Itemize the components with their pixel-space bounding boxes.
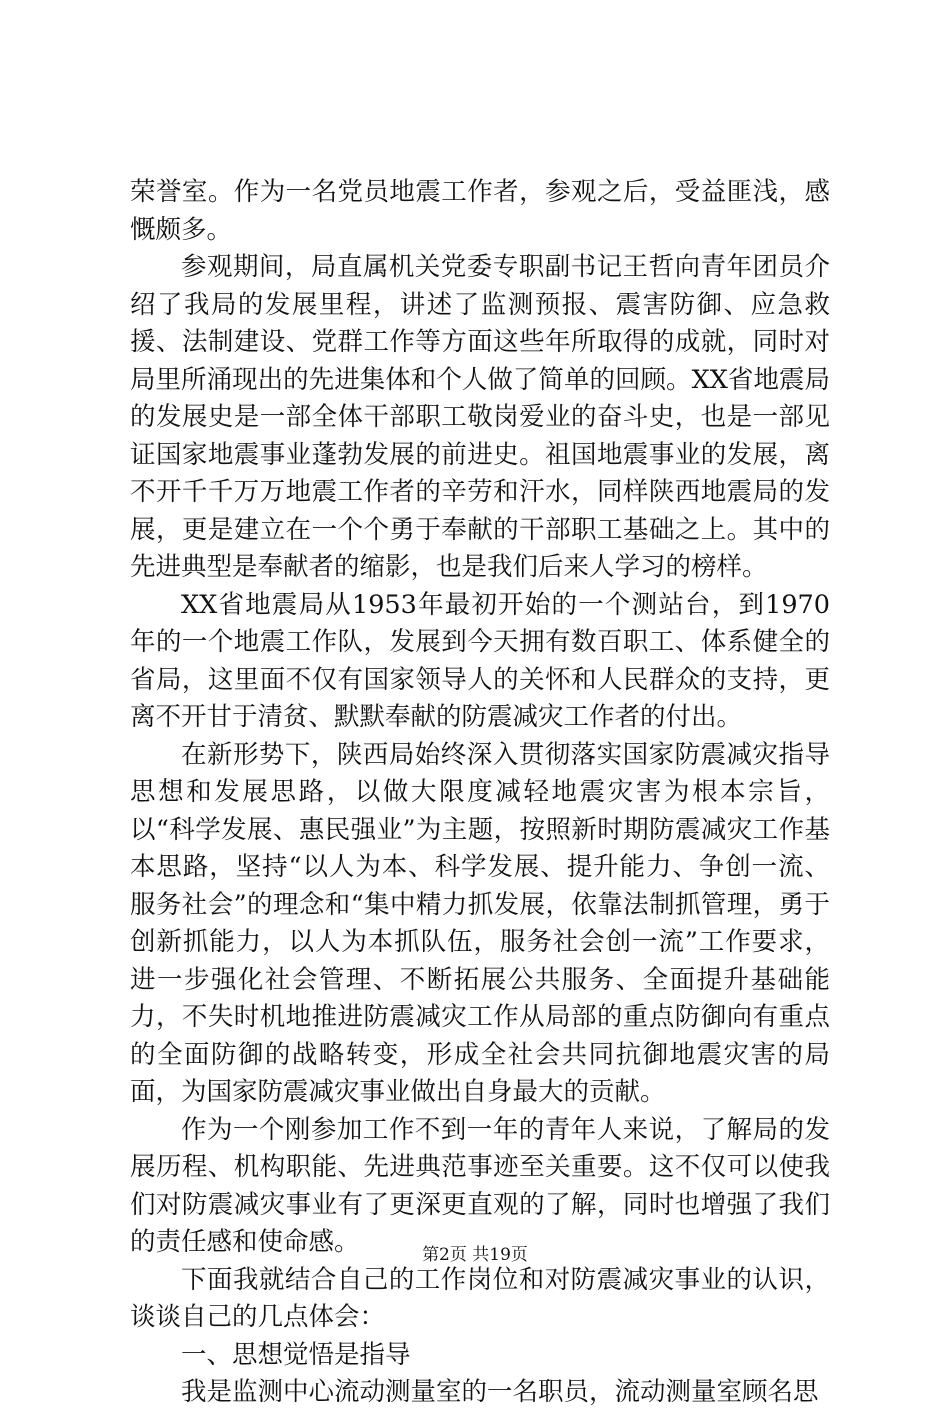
document-body: [130, 174, 830, 1412]
paragraph-continuation: 荣誉室。作为一名党员地震工作者，参观之后，受益匪浅，感慨颇多。: [130, 177, 830, 245]
paragraph-new-situation: 在新形势下，陕西局始终深入贯彻落实国家防震减灾指导思想和发展思路，以做大限度减轻地震灾害为根本宗旨，以“科学发展、惠民强业”为主题，按照新时期防震减灾工作基本思路，坚持“以人为本、科学发展、提升能力、争创一流、服务社会”的理念和“集中精力抓发展，依靠法制抓管理，勇于创新抓能力，以人为本抓队伍，服务社会创一流”工作要求，进一步强化社会管理、不断拓展公共服务、全面提升基础能力，不失时机地推进防震减灾工作从局部的重点防御向有重点的全面防御的战略转变，形成全社会共同抗御地震灾害的局面，为国家防震减灾事业做出自身最大的贡献。: [130, 739, 830, 1107]
paragraph-experience-intro: 下面我就结合自己的工作岗位和对防震减灾事业的认识，谈谈自己的几点体会：: [130, 1264, 830, 1332]
paragraph-visit-intro: 参观期间，局直属机关党委专职副书记王哲向青年团员介绍了我局的发展里程，讲述了监测预报、震害防御、应急救援、法制建设、党群工作等方面这些年所取得的成就，同时对局里所涌现出的先进集体和个人做了简单的回顾。XX省地震局的发展史是一部全体干部职工敬岗爱业的奋斗史，也是一部见证国家地震事业蓬勃发展的前进史。祖国地震事业的发展，离不开千千万万地震工作者的辛劳和汗水，同样陕西地震局的发展，更是建立在一个个勇于奉献的干部职工基础之上。其中的先进典型是奉献者的缩影，也是我们后来人学习的榜样。: [130, 252, 830, 582]
paragraph-young-staff: 作为一个刚参加工作不到一年的青年人来说，了解局的发展历程、机构职能、先进典范事迹至关重要。这不仅可以使我们对防震减灾事业有了更深更直观的了解，同时也增强了我们的责任感和使命感。: [130, 1114, 830, 1257]
page-number-footer: 第2页 共19页: [422, 1245, 528, 1265]
paragraph-monitoring-center: 我是监测中心流动测量室的一名职员，流动测量室顾名思: [181, 1377, 819, 1407]
paragraph-bureau-history: XX省地震局从1953年最初开始的一个测站台，到1970年的一个地震工作队，发展到今天拥有数百职工、体系健全的省局，这里面不仅有国家领导人的关怀和人民群众的支持，更离不开甘于清贫、默默奉献的防震减灾工作者的付出。: [130, 589, 830, 732]
section-heading-1: 一、思想觉悟是指导: [181, 1339, 411, 1370]
